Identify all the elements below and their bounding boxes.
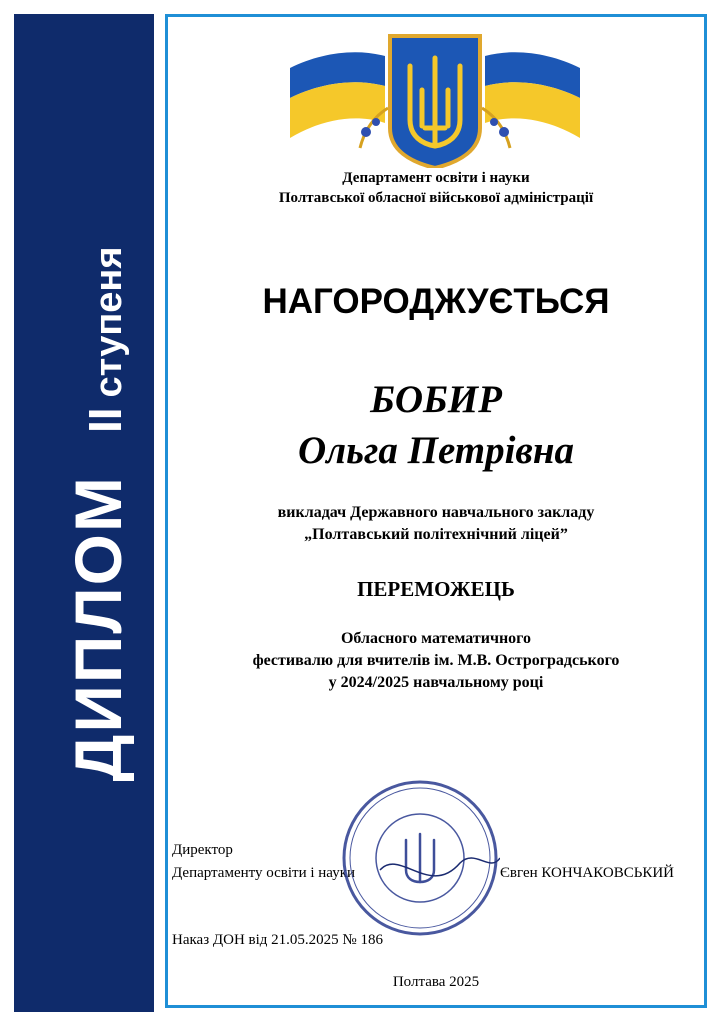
official-stamp: [340, 778, 500, 938]
issuer-department: Департамент освіти і науки: [342, 170, 530, 186]
signatory-role: Директор: [172, 842, 233, 858]
event-line-2: фестивалю для вчителів ім. М.В. Остроградського: [252, 652, 620, 669]
position-line: викладач Державного навчального закладу: [277, 504, 595, 521]
diploma-side-band: [14, 14, 154, 1012]
signatory-name: Євген КОНЧАКОВСЬКИЙ: [500, 865, 675, 881]
signatory-department: Департаменту освіти і науки: [172, 865, 356, 881]
side-heading: [60, 246, 136, 781]
diploma-stage: ступеня: [88, 246, 130, 398]
award-heading: НАГОРОДЖУЄТЬСЯ: [262, 282, 610, 321]
diploma-title: ДИПЛОМ: [61, 475, 135, 782]
order-reference: Наказ ДОН від 21.05.2025 № 186: [172, 932, 383, 948]
recipient-position: [168, 502, 704, 546]
result-title: ПЕРЕМОЖЕЦЬ: [357, 577, 515, 601]
recipient-surname: БОБИР: [370, 378, 502, 421]
coat-of-arms-flag-emblem: [280, 28, 590, 168]
issuer-block: [168, 168, 704, 208]
recipient-name: Ольга Петрівна: [297, 429, 575, 472]
event-line-3: у 2024/2025 навчальному році: [328, 674, 544, 691]
event-description: [168, 628, 704, 694]
issuer-administration: Полтавської обласної військової адміністрації: [278, 190, 594, 206]
diploma-degree: ІІ: [79, 407, 131, 434]
institution-line: „Полтавський політехнічний ліцей”: [304, 526, 568, 543]
city-year: Полтава 2025: [392, 974, 480, 990]
event-line-1: Обласного математичного: [340, 630, 532, 647]
